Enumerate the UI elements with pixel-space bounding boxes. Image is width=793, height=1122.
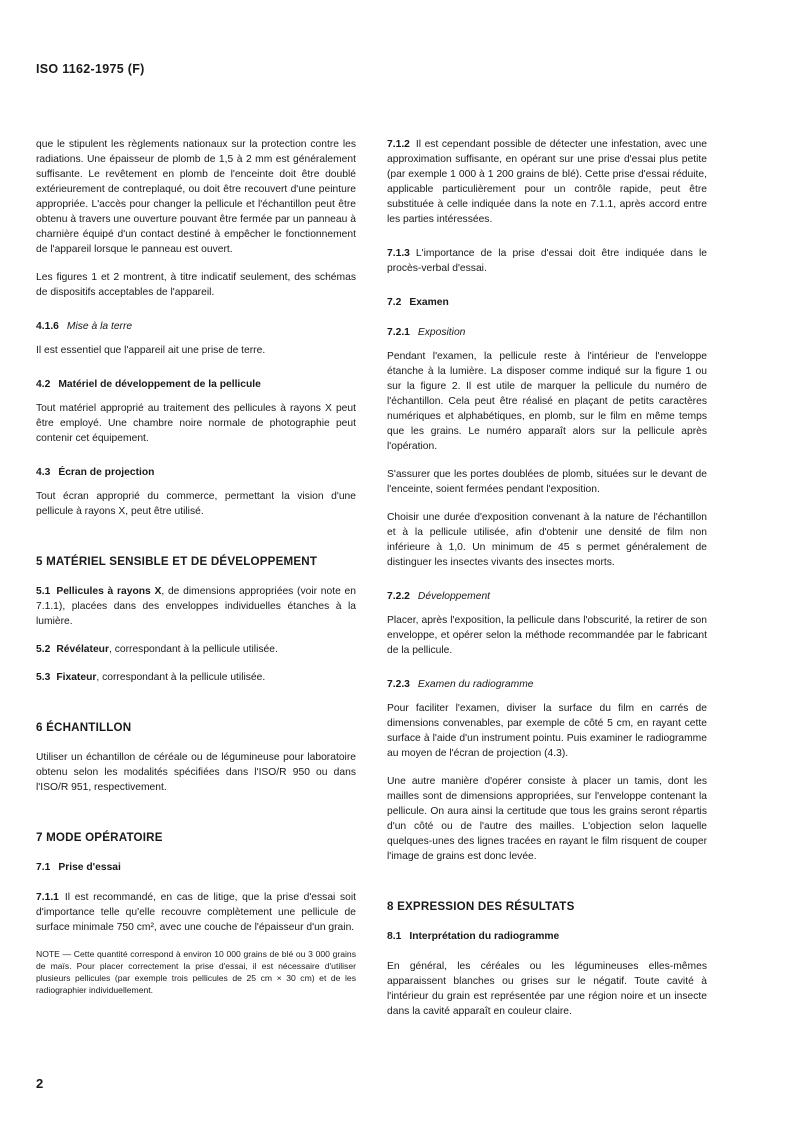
item-number: 7.1.2	[387, 139, 410, 150]
section-title: Interprétation du radiogramme	[409, 931, 560, 942]
paragraph-5-2	[36, 642, 356, 657]
heading-section-7: 7 MODE OPÉRATOIRE	[36, 831, 163, 844]
heading-7-2-3	[387, 677, 707, 692]
note-7-1-1: NOTE — Cette quantité correspond à environ 10 000 grains de blé ou 3 000 grains de maïs. Pour placer correctement la prise d'essai, il est nécessaire d'utiliser plusieurs pellicules (par exemple trois pellicules de 25 cm × 30 cm) et de les radiographier individuellement.	[36, 949, 356, 995]
page-number: 2	[36, 1076, 44, 1091]
paragraph-7-2-3-a: Pour faciliter l'examen, diviser la surface du film en carrés de dimensions convenables, par exemple de côté 5 cm, en rayant cette surface à l'aide d'un instrument pointu. Puis examiner le radiogramme au moyen de l'écran de projection (4.3).	[387, 703, 707, 759]
item-term: Pellicules à rayons X	[56, 586, 162, 597]
section-number: 4.2	[36, 379, 51, 390]
section-number: 4.1.6	[36, 321, 59, 332]
paragraph-4-2: Tout matériel approprié au traitement des pellicules à rayons X peut être employé. Une chambre noire normale de photographie peut contenir cet équipement.	[36, 403, 356, 444]
section-number: 7.2.2	[387, 591, 410, 602]
item-text: , de dimensions appropriées (voir note en 7.1.1), placées dans des enveloppes individuelles étanches à la lumière.	[36, 586, 356, 627]
section-number: 8.1	[387, 931, 402, 942]
paragraph-7-2-3-b: Une autre manière d'opérer consiste à placer un tamis, dont les mailles sont de dimensions appropriées, sur l'enveloppe contenant la pellicule. On aura ainsi la certitude que tous les grains seront répartis d'un côté ou de l'autre des mailles. L'objection selon laquelle quelques-unes des lignes tracées en rayant le film risquent de couper l'image de grains est donc levée.	[387, 776, 707, 862]
paragraph-7-1-2	[387, 137, 707, 227]
section-title: Examen	[409, 297, 449, 308]
item-number: 5.3	[36, 672, 51, 683]
section-title: Développement	[417, 591, 491, 602]
section-title: Examen du radiogramme	[417, 679, 534, 690]
heading-4-2	[36, 377, 356, 392]
section-title: Prise d'essai	[58, 862, 121, 873]
heading-7-2	[387, 295, 707, 310]
right-column	[387, 137, 707, 1032]
left-column	[36, 137, 356, 1008]
section-number: 7.2.3	[387, 679, 410, 690]
item-number: 7.1.1	[36, 892, 59, 903]
paragraph-8-1: En général, les céréales ou les légumineuses elles-mêmes apparaissent blanches ou grises sur le négatif. Toute cavité à l'intérieur du grain est représentée par une région noire et un insecte dans la cavité apparaît en couleur claire.	[387, 961, 707, 1017]
paragraph-figures-reference: Les figures 1 et 2 montrent, à titre indicatif seulement, des schémas de dispositifs acceptables de l'appareil.	[36, 272, 356, 298]
paragraph-7-2-1-a: Pendant l'examen, la pellicule reste à l'intérieur de l'enveloppe étanche à la lumière. La disposer comme indiqué sur la figure 1 ou sur la figure 2. Il est utile de marquer la pellicule du numéro de l'échantillon. Cela peut être réalisé en plaçant de petits caractères numériques et alphabétiques, en plomb, sur le film en même temps que les grains. Le numéro apparaît alors sur la pellicule après l'opération.	[387, 351, 707, 452]
paragraph-7-2-1-b: S'assurer que les portes doublées de plomb, situées sur le devant de l'enceinte, soient fermées pendant l'exposition.	[387, 469, 707, 495]
section-title: Matériel de développement de la pellicule	[58, 379, 261, 390]
heading-8-1	[387, 929, 707, 944]
item-number: 5.2	[36, 644, 51, 655]
heading-7-1	[36, 860, 356, 875]
section-number: 7.2	[387, 297, 402, 308]
paragraph-5-1	[36, 584, 356, 629]
section-title: Mise à la terre	[66, 321, 133, 332]
heading-section-6: 6 ÉCHANTILLON	[36, 721, 132, 734]
section-title: Exposition	[417, 327, 466, 338]
section-number: 4.3	[36, 467, 51, 478]
item-term: Fixateur	[56, 672, 97, 683]
item-number: 5.1	[36, 586, 51, 597]
paragraph-7-2-2: Placer, après l'exposition, la pellicule dans l'obscurité, la retirer de son enveloppe, et opérer selon la méthode recommandée par le fabricant de la pellicule.	[387, 615, 707, 656]
section-title: Écran de projection	[58, 467, 155, 478]
section-number: 7.1	[36, 862, 51, 873]
paragraph-7-2-1-c: Choisir une durée d'exposition convenant à la nature de l'échantillon et à la pellicule utilisée, afin d'obtenir une densité de film non inférieure à 1,0. Un minimum de 45 s permet généralement de distinguer les insectes vivants des insectes morts.	[387, 512, 707, 568]
paragraph-section-6: Utiliser un échantillon de céréale ou de légumineuse pour laboratoire obtenu selon les modalités spécifiées dans l'ISO/R 950 ou dans l'ISO/R 951, respectivement.	[36, 752, 356, 793]
paragraph-4-3: Tout écran approprié du commerce, permettant la vision d'une pellicule à rayons X, peut être utilisé.	[36, 491, 356, 517]
page-header: ISO 1162-1975 (F)	[36, 62, 145, 76]
paragraph-7-1-3	[387, 246, 707, 276]
item-text: , correspondant à la pellicule utilisée.	[108, 644, 278, 655]
heading-section-5: 5 MATÉRIEL SENSIBLE ET DE DÉVELOPPEMENT	[36, 555, 318, 568]
paragraph-7-1-1	[36, 890, 356, 935]
paragraph-5-3	[36, 670, 356, 685]
section-number: 7.2.1	[387, 327, 410, 338]
paragraph-radiation-protection: que le stipulent les règlements nationaux sur la protection contre les radiations. Une épaisseur de plomb de 1,5 à 2 mm est généralement suffisante. Le revêtement en plomb de l'enceinte doit être doublé extérieurement de contreplaqué, ou doit être recouvert d'une peinture appropriée. L'accès pour changer la pellicule et l'échantillon peut être obtenu à travers une ouverture pouvant être fermée par un panneau à charnière équipé d'un contact destiné à empêcher le fonctionnement de l'appareil lorsque le panneau est ouvert.	[36, 139, 356, 255]
paragraph-4-1-6: Il est essentiel que l'appareil ait une prise de terre.	[36, 345, 266, 356]
item-term: Révélateur	[56, 644, 109, 655]
item-text: Il est cependant possible de détecter une infestation, avec une approximation suffisante, en opérant sur une prise d'essai plus petite (par exemple 1 000 à 1 200 grains de blé). Cette prise d'essai réduite, applicable particulièrement pour un contrôle rapide, peut être substituée à celle indiquée dans la note en 7.1.1, après accord entre les parties intéressées.	[387, 139, 707, 225]
item-text: , correspondant à la pellicule utilisée.	[96, 672, 266, 683]
heading-4-3	[36, 465, 356, 480]
item-text: Il est recommandé, en cas de litige, que la prise d'essai soit d'importance telle qu'elle recouvre complètement une pellicule de surface minimale 750 cm², avec une couche de l'épaisseur d'un grain.	[36, 892, 356, 933]
item-text: L'importance de la prise d'essai doit être indiquée dans le procès-verbal d'essai.	[387, 248, 707, 274]
heading-7-2-2	[387, 589, 707, 604]
item-number: 7.1.3	[387, 248, 410, 259]
heading-4-1-6	[36, 319, 356, 334]
heading-7-2-1	[387, 325, 707, 340]
heading-section-8: 8 EXPRESSION DES RÉSULTATS	[387, 900, 575, 913]
